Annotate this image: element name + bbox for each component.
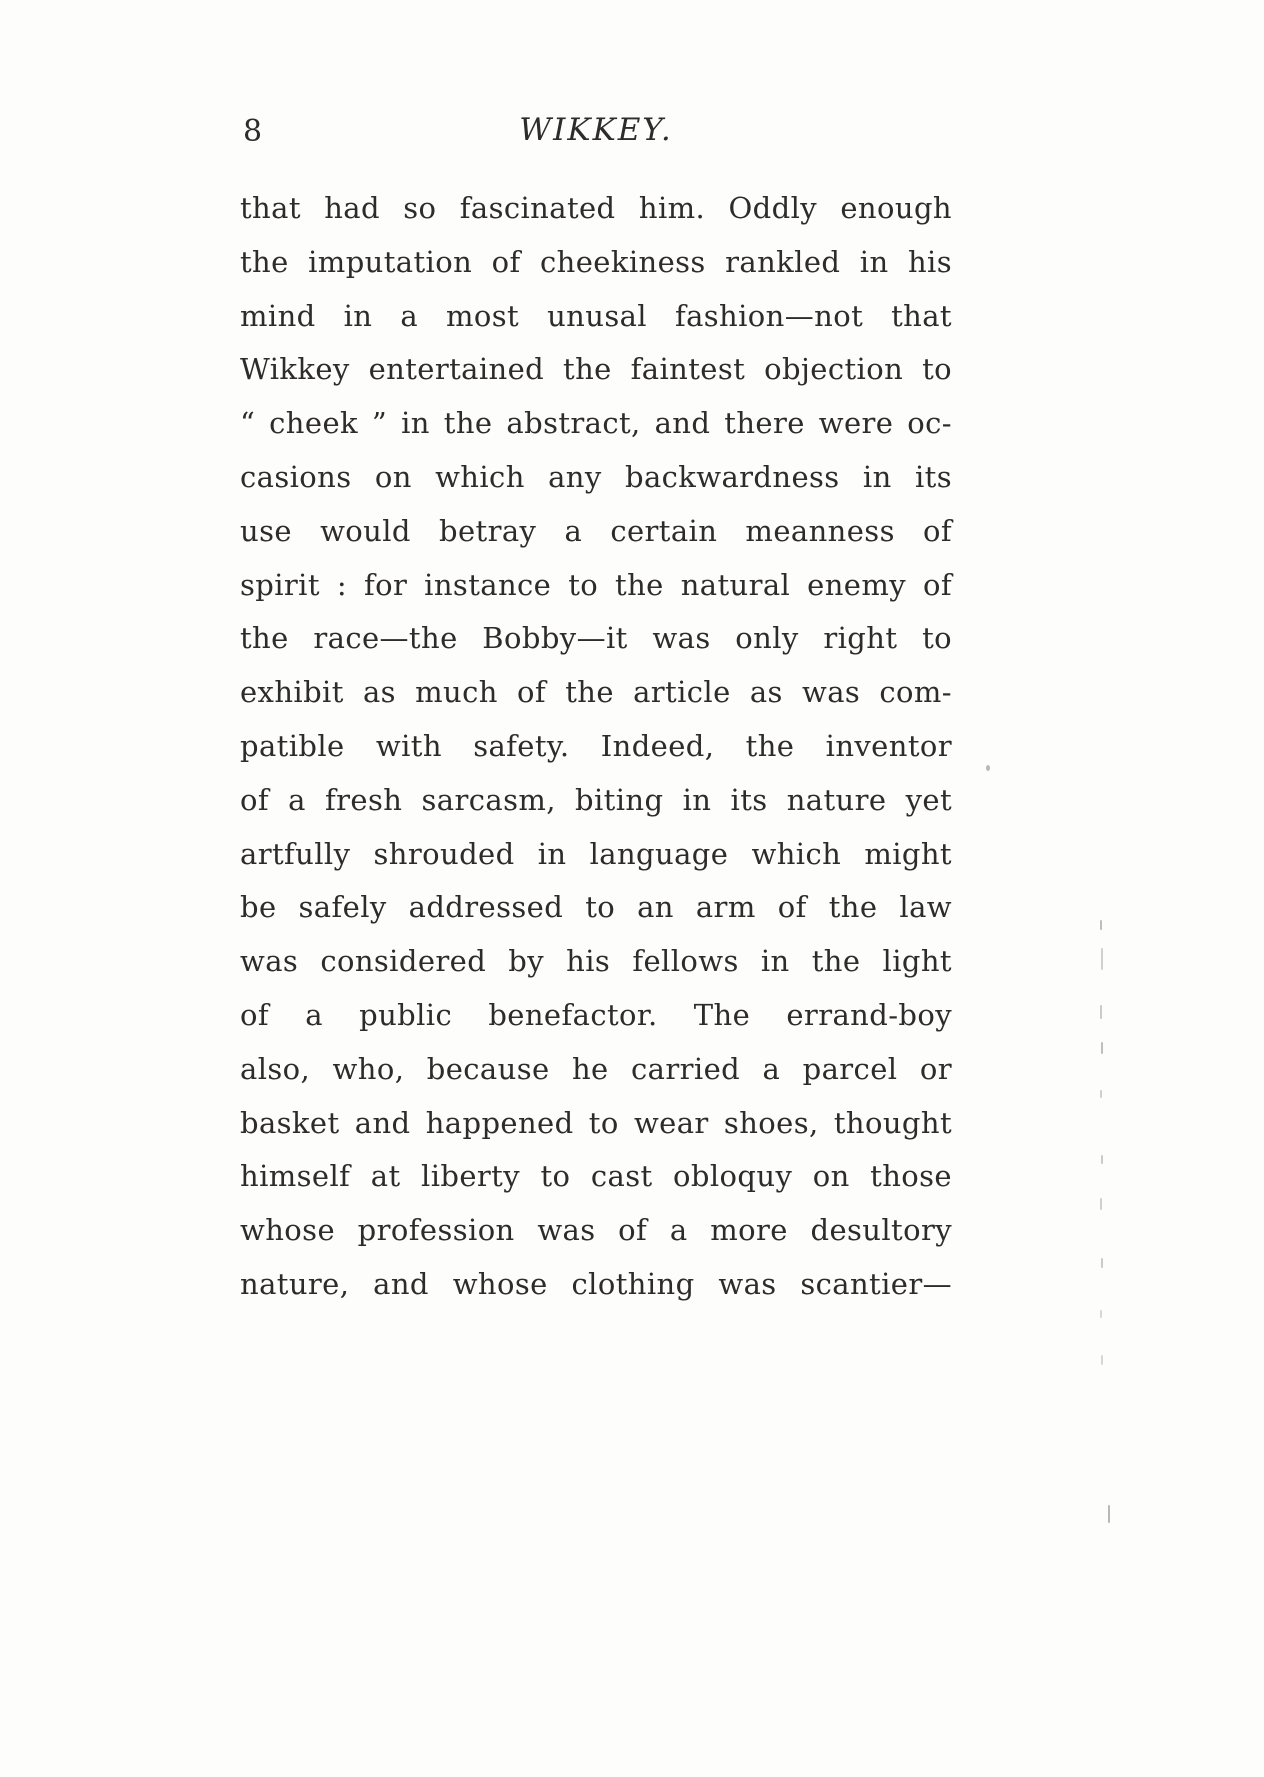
body-text <box>240 182 952 1312</box>
text-line: mind in a most unusal fashion—not that <box>240 298 952 333</box>
text-line: the imputation of cheekiness rankled in his <box>240 244 952 279</box>
text-line: himself at liberty to cast obloquy on those <box>240 1159 952 1194</box>
text-line: “ cheek ” in the abstract, and there were oc- <box>240 406 952 441</box>
running-title: WIKKEY. <box>519 112 673 148</box>
text-line: patible with safety. Indeed, the inventor <box>240 728 952 763</box>
text-line: exhibit as much of the article as was com- <box>240 675 952 710</box>
scan-artifact <box>1101 948 1103 970</box>
text-line: also, who, because he carried a parcel or <box>240 1051 952 1086</box>
text-line: spirit : for instance to the natural enemy of <box>240 567 952 602</box>
text-line: was considered by his fellows in the light <box>240 944 952 979</box>
text-line: Wikkey entertained the faintest objection to <box>240 352 952 387</box>
text-line: nature, and whose clothing was scantier— <box>240 1266 952 1301</box>
text-line: basket and happened to wear shoes, thought <box>240 1105 952 1140</box>
text-line: use would betray a certain meanness of <box>240 513 952 548</box>
text-line: artfully shrouded in language which might <box>240 836 952 871</box>
scan-artifact <box>1101 1155 1103 1164</box>
scan-artifact <box>1100 1005 1102 1019</box>
page-number: 8 <box>243 114 264 149</box>
scan-artifact <box>1101 1042 1103 1054</box>
scan-artifact <box>1100 1090 1102 1098</box>
scan-artifact <box>1100 1198 1102 1210</box>
scan-artifact <box>1100 1310 1102 1318</box>
scan-artifact <box>1101 1258 1103 1268</box>
scan-artifact <box>1108 1505 1110 1523</box>
text-line: be safely addressed to an arm of the law <box>240 890 952 925</box>
scan-artifact <box>1100 920 1102 930</box>
scan-artifact <box>1101 1355 1103 1365</box>
text-line: that had so fascinated him. Oddly enough <box>240 191 952 225</box>
text-line: the race—the Bobby—it was only right to <box>240 621 952 656</box>
text-line: casions on which any backwardness in its <box>240 459 952 494</box>
text-line: whose profession was of a more desultory <box>240 1213 952 1248</box>
text-line: of a public benefactor. The errand-boy <box>240 997 952 1032</box>
text-line: of a fresh sarcasm, biting in its nature yet <box>240 782 952 817</box>
scan-artifact <box>986 765 990 771</box>
page-header <box>240 112 952 156</box>
